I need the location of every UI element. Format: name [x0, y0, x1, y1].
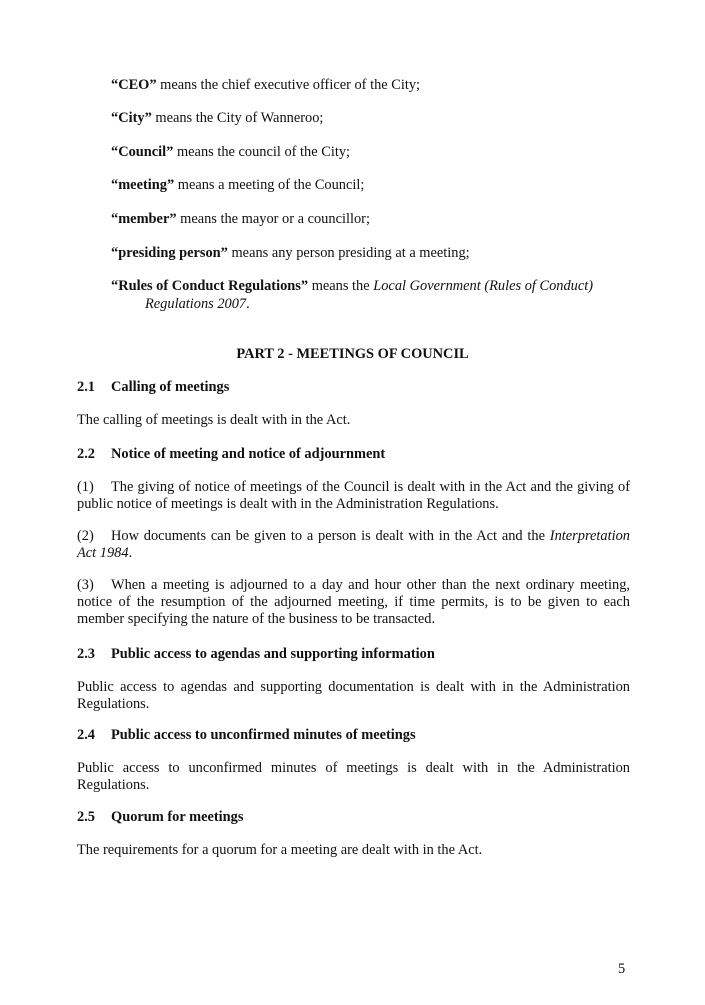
definition-term: “member”	[111, 211, 177, 227]
definition-term: “meeting”	[111, 177, 175, 193]
definition-term: “presiding person”	[111, 245, 228, 261]
section-title: Quorum for meetings	[111, 809, 244, 825]
paragraph-2-1	[77, 412, 630, 429]
paragraph-italic: Interpretation Act 1984	[77, 528, 630, 561]
definition-text: means the council of the City;	[173, 144, 351, 160]
paragraph-tail: .	[128, 545, 133, 561]
paragraph-2-2-3	[77, 577, 630, 628]
definition-term: “Council”	[111, 144, 174, 160]
definition-city	[111, 109, 630, 127]
definition-presiding-person	[111, 244, 630, 262]
paragraph-2-2-2	[77, 528, 630, 562]
definition-term: “Rules of Conduct Regulations”	[111, 278, 309, 294]
section-heading-2-3	[77, 645, 637, 663]
paragraph-text: The calling of meetings is dealt with in the Act.	[77, 412, 351, 428]
definition-rules-of-conduct	[111, 277, 630, 313]
definition-italic: Local Government (Rules of Conduct)	[373, 278, 594, 294]
definition-term: “City”	[111, 110, 152, 126]
section-heading-2-2	[77, 445, 637, 463]
paragraph-text: The requirements for a quorum for a meeting are dealt with in the Act.	[77, 842, 483, 858]
definition-tail: .	[246, 296, 250, 312]
definition-text: means the mayor or a councillor;	[176, 211, 370, 227]
section-number: 2.3	[77, 646, 95, 662]
section-number: 2.1	[77, 379, 95, 395]
paragraph-text: When a meeting is adjourned to a day and hour other than the next ordinary meeting, notice of the resumption of the adjourned meeting, if time permits, is to be given to each member specifying the nature of the business to be transacted.	[77, 577, 630, 627]
paragraph-text: The giving of notice of meetings of the Council is dealt with in the Act and the giving of public notice of meetings is dealt with in the Administration Regulations.	[77, 479, 630, 512]
section-title: Public access to agendas and supporting information	[111, 646, 435, 662]
definition-text: means the City of Wanneroo;	[151, 110, 324, 126]
section-number: 2.5	[77, 809, 95, 825]
section-heading-2-4	[77, 726, 637, 744]
section-number: 2.2	[77, 446, 95, 462]
paragraph-2-3	[77, 679, 630, 713]
definition-ceo	[111, 76, 630, 94]
paragraph-2-2-1	[77, 479, 630, 513]
paragraph-number: (3)	[77, 577, 94, 593]
definition-meeting	[111, 176, 630, 194]
definition-text: means any person presiding at a meeting;	[227, 245, 470, 261]
paragraph-number: (2)	[77, 528, 94, 544]
section-title: Calling of meetings	[111, 379, 230, 395]
section-number: 2.4	[77, 727, 95, 743]
paragraph-text: Public access to unconfirmed minutes of meetings is dealt with in the Administration Regulations.	[77, 760, 630, 793]
definition-council	[111, 143, 630, 161]
paragraph-number: (1)	[77, 479, 94, 495]
section-heading-2-5	[77, 808, 637, 826]
section-title: Notice of meeting and notice of adjournment	[111, 446, 386, 462]
definition-member	[111, 210, 630, 228]
definition-text: means a meeting of the Council;	[174, 177, 365, 193]
page-number: 5	[618, 961, 626, 977]
section-title: Public access to unconfirmed minutes of meetings	[111, 727, 416, 743]
paragraph-text: Public access to agendas and supporting documentation is dealt with in the Administration Regulations.	[77, 679, 630, 712]
definition-term: “CEO”	[111, 77, 157, 93]
definition-text: means the	[308, 278, 374, 294]
definition-italic-cont: Regulations 2007	[145, 296, 247, 312]
section-heading-2-1	[77, 378, 637, 396]
paragraph-2-4	[77, 760, 630, 794]
paragraph-text: How documents can be given to a person is dealt with in the Act and the	[111, 528, 550, 544]
definition-text: means the chief executive officer of the City;	[156, 77, 421, 93]
part-heading: PART 2 - MEETINGS OF COUNCIL	[236, 346, 469, 362]
paragraph-2-5	[77, 842, 630, 859]
